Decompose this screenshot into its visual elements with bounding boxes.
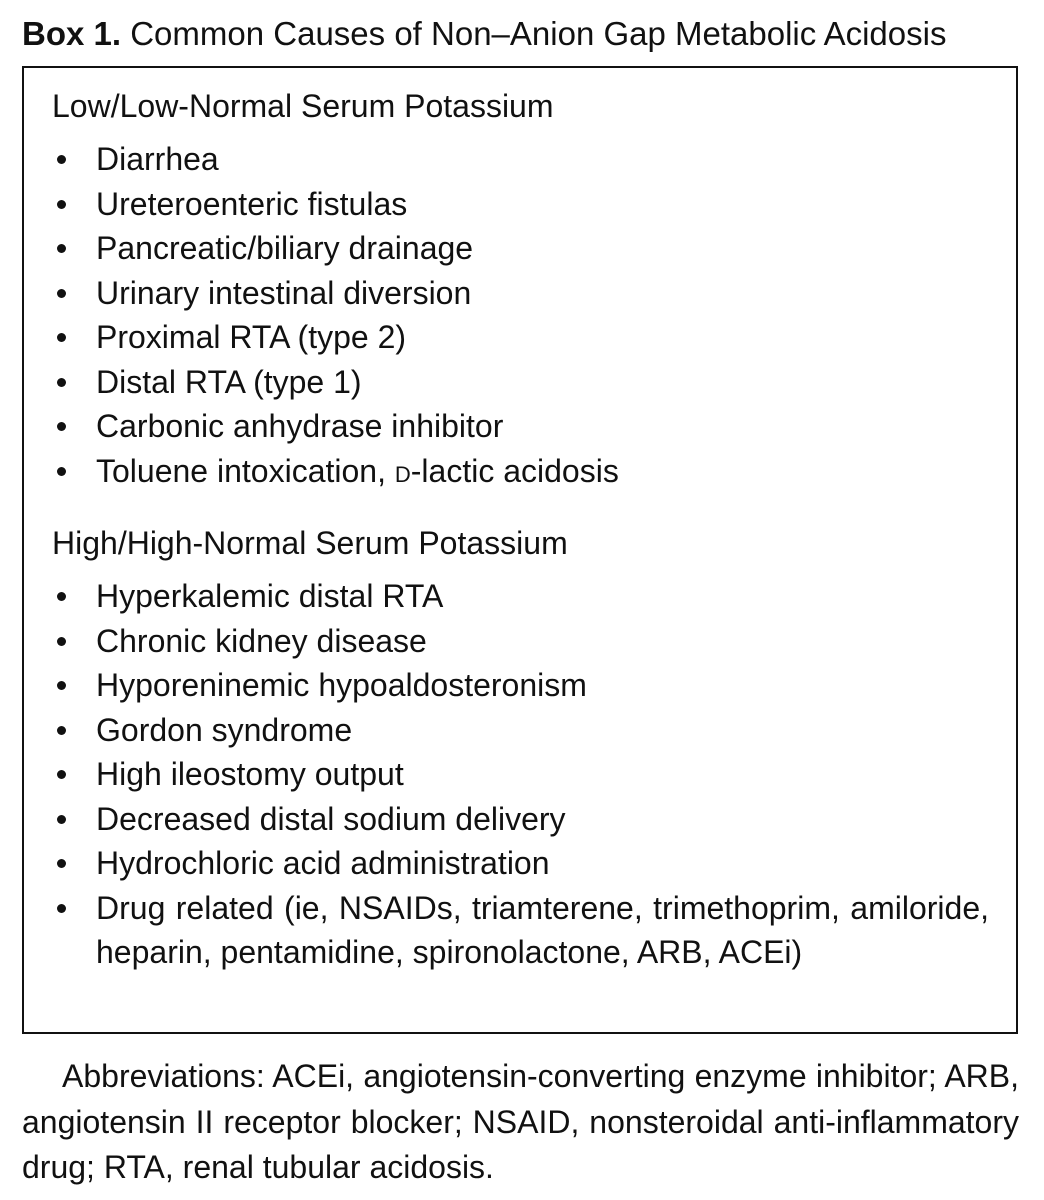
list-item-text: Gordon syndrome bbox=[96, 711, 353, 748]
box-title-text: Common Causes of Non–Anion Gap Metabolic Acidosis bbox=[130, 15, 947, 52]
section-heading-high-potassium: High/High-Normal Serum Potassium bbox=[52, 525, 568, 561]
bullet-icon bbox=[57, 200, 66, 209]
abbreviations-footnote: Abbreviations: ACEi, angiotensin-converting enzyme inhibitor; ARB, angiotensin II receptor blocker; NSAID, nonsteroidal anti-inflammatory drug; RTA, renal tubular acidosis. bbox=[22, 1058, 1019, 1185]
causes-box bbox=[22, 66, 1018, 1034]
item-text-part: -lactic acidosis bbox=[410, 452, 619, 489]
bullet-icon bbox=[57, 726, 66, 735]
list-item-text bbox=[96, 449, 619, 498]
list-item-text: Hydrochloric acid administration bbox=[96, 845, 550, 881]
list-item-text: Hyperkalemic distal RTA bbox=[96, 578, 444, 614]
bullet-icon bbox=[57, 637, 66, 646]
bullet-icon bbox=[57, 378, 66, 387]
bullet-icon bbox=[57, 904, 66, 913]
bullet-icon bbox=[57, 681, 66, 690]
list-item-text: Drug related (ie, NSAIDs, triamterene, trimethoprim, amiloride, heparin, pentamidine, spironolactone, ARB, ACEi) bbox=[96, 889, 989, 970]
box-title bbox=[22, 12, 946, 56]
section-heading-low-potassium: Low/Low-Normal Serum Potassium bbox=[52, 88, 554, 124]
bullet-icon bbox=[57, 592, 66, 601]
list-item-text: Urinary intestinal diversion bbox=[96, 274, 472, 311]
list-item-text: Hyporeninemic hypoaldosteronism bbox=[96, 667, 587, 703]
bullet-icon bbox=[57, 244, 66, 253]
list-item-text: Ureteroenteric fistulas bbox=[96, 185, 408, 222]
bullet-icon bbox=[57, 333, 66, 342]
bullet-icon bbox=[57, 859, 66, 868]
list-item-text: High ileostomy output bbox=[96, 756, 404, 792]
bullet-icon bbox=[57, 422, 66, 431]
d-smallcaps: D bbox=[394, 461, 411, 487]
bullet-icon bbox=[57, 770, 66, 779]
bullet-icon bbox=[57, 467, 66, 476]
bullet-icon bbox=[57, 155, 66, 164]
box-label: Box 1. bbox=[22, 15, 122, 52]
bullet-icon bbox=[57, 289, 66, 298]
list-item-text: Diarrhea bbox=[96, 141, 219, 177]
bullet-icon bbox=[57, 815, 66, 824]
item-text-part: Toluene intoxication, bbox=[96, 452, 395, 489]
list-item-text: Distal RTA (type 1) bbox=[96, 363, 362, 400]
list-item-text: Carbonic anhydrase inhibitor bbox=[96, 408, 504, 444]
list-item-text: Proximal RTA (type 2) bbox=[96, 319, 407, 355]
list-item-text: Pancreatic/biliary drainage bbox=[96, 230, 474, 266]
list-item-text: Chronic kidney disease bbox=[96, 622, 427, 659]
list-item-text: Decreased distal sodium delivery bbox=[96, 800, 566, 837]
